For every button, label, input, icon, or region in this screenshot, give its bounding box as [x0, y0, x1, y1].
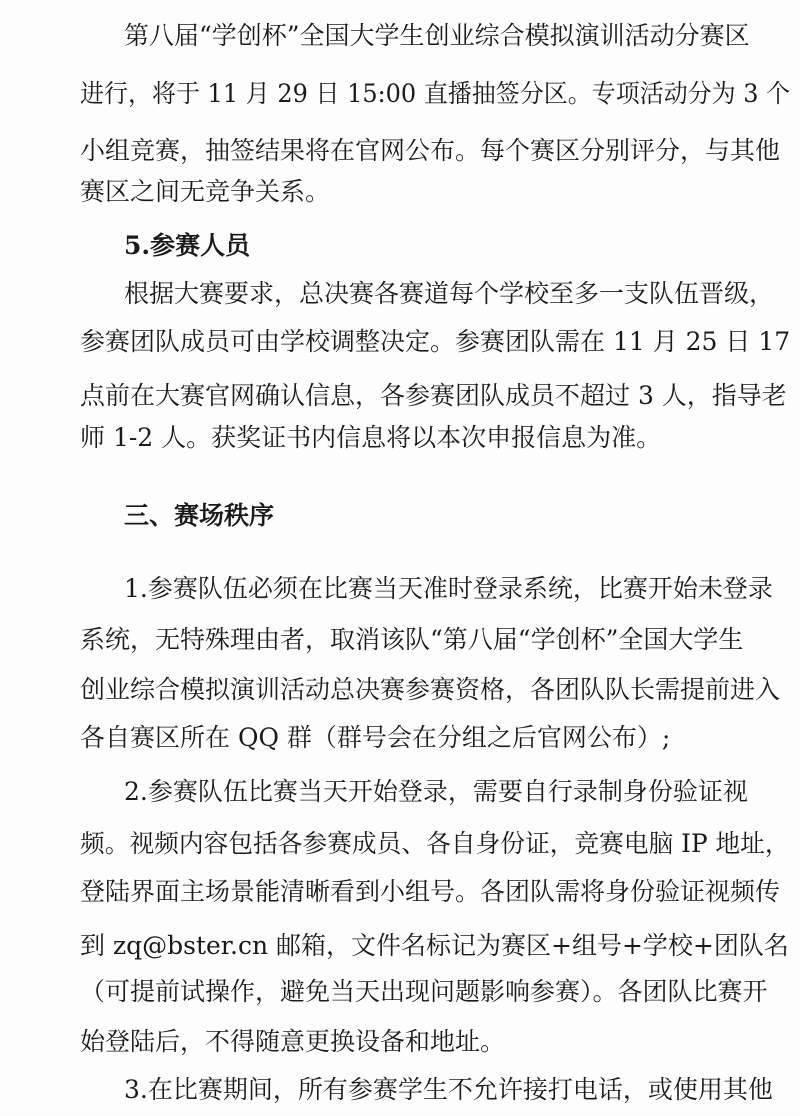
participants-line-1: 根据大赛要求，总决赛各赛道每个学校至多一支队伍晋级，: [124, 279, 775, 308]
item-2-line-1: 2.参赛队伍比赛当天开始登录，需要自行录制身份验证视: [124, 777, 748, 806]
item-2-line-4: 到 zq@bster.cn 邮箱，文件名标记为赛区+组号+学校+团队名: [80, 931, 789, 960]
intro-line-2: 进行，将于 11 月 29 日 15:00 直播抽签分区。专项活动分为 3 个: [80, 79, 791, 108]
heading-order: 三、赛场秩序: [124, 501, 275, 530]
item-3-line-1: 3.在比赛期间，所有参赛学生不允许接打电话，或使用其他: [124, 1075, 773, 1104]
item-2-line-2: 频。视频内容包括各参赛成员、各自身份证，竞赛电脑 IP 地址，: [80, 829, 790, 858]
item-1-line-1: 1.参赛队伍必须在比赛当天准时登录系统，比赛开始未登录: [124, 574, 773, 603]
intro-line-1: 第八届“学创杯”全国大学生创业综合模拟演训活动分赛区: [124, 21, 750, 50]
item-2-line-5: （可提前试操作，避免当天出现问题影响参赛）。各团队比赛开: [80, 977, 768, 1006]
participants-line-4: 师 1-2 人。获奖证书内信息将以本次申报信息为准。: [80, 423, 662, 452]
item-1-line-2: 系统，无特殊理由者，取消该队“第八届“学创杯”全国大学生: [80, 625, 744, 654]
item-2-line-6: 始登陆后，不得随意更换设备和地址。: [80, 1027, 506, 1056]
intro-line-4: 赛区之间无竞争关系。: [80, 177, 331, 206]
item-1-line-4: 各自赛区所在 QQ 群（群号会在分组之后官网公布）;: [80, 723, 671, 752]
item-1-line-3: 创业综合模拟演训活动总决赛参赛资格，各团队队长需提前进入: [80, 675, 781, 704]
intro-line-3: 小组竞赛，抽签结果将在官网公布。每个赛区分别评分，与其他: [80, 136, 781, 165]
participants-line-2: 参赛团队成员可由学校调整决定。参赛团队需在 11 月 25 日 17: [80, 327, 791, 356]
item-2-line-3: 登陆界面主场景能清晰看到小组号。各团队需将身份验证视频传: [80, 877, 781, 906]
participants-line-3: 点前在大赛官网确认信息，各参赛团队成员不超过 3 人，指导老: [80, 381, 787, 410]
heading-participants: 5.参赛人员: [124, 231, 251, 260]
